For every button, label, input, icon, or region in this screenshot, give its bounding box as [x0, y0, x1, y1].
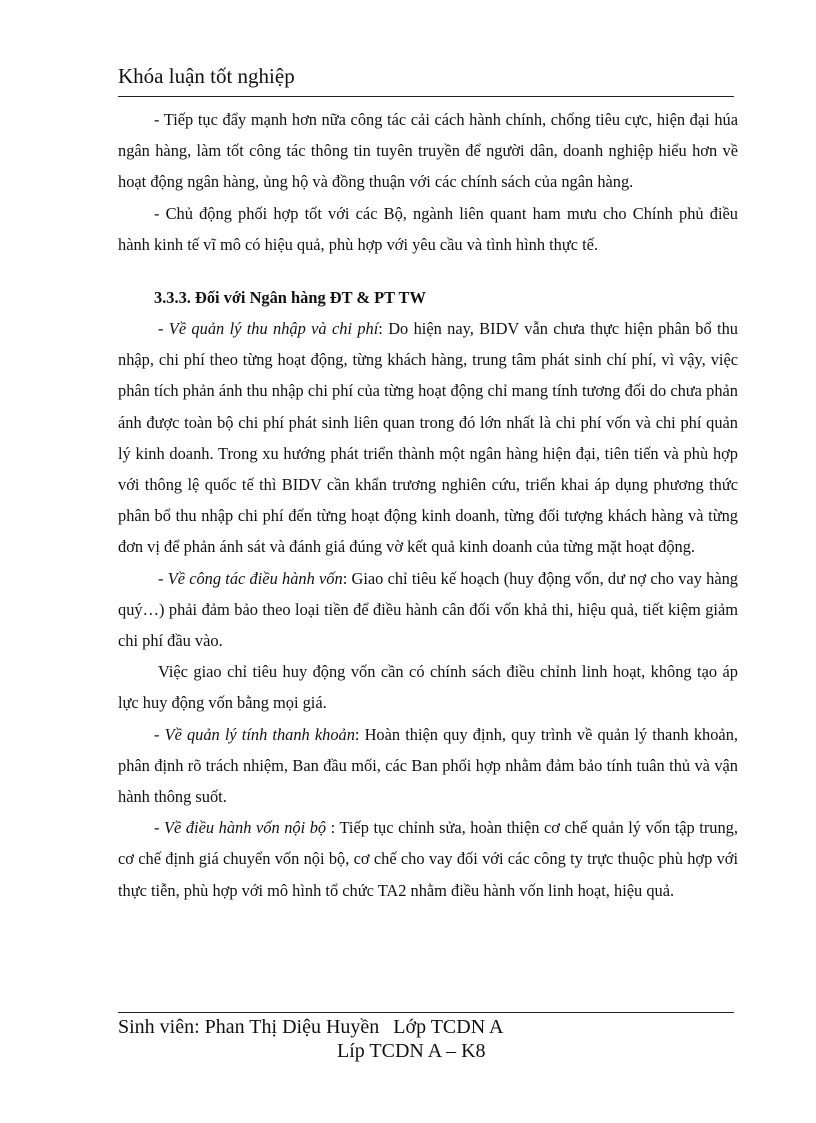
paragraph-liquidity — [118, 719, 738, 813]
paragraph-label: - Về công tác điều hành vốn — [158, 568, 343, 588]
footer-class-alt: Líp TCDN A – K8 — [337, 1040, 486, 1062]
spacer — [118, 260, 738, 282]
header-rule — [118, 96, 734, 97]
paragraph-label: - Về quản lý thu nhập và chi phí — [158, 319, 379, 339]
paragraph-text: : Hoàn thiện quy định, quy trình về quản lý thanh khoản, phân định rõ trách nhiệm, Ban đầu mối, các Ban phối hợp nhằm đảm bảo tính tuân thủ và vận hành thông suốt. — [118, 724, 738, 807]
footer-class: Lớp TCDN A — [393, 1016, 504, 1038]
page-header-title: Khóa luận tốt nghiệp — [118, 64, 295, 88]
paragraph-admin-reform: - Tiếp tục đẩy mạnh hơn nữa công tác cải cách hành chính, chống tiêu cực, hiện đại húa ngân hàng, làm tốt công tác thông tin tuyên truyền để người dân, doanh nghiệp hiểu hơn về hoạt động ngân hàng, ủng hộ và đồng thuận với các chính sách của ngân hàng. — [118, 110, 738, 192]
paragraph-text: : Giao chỉ tiêu kế hoạch (huy động vốn, dư nợ cho vay hàng quý…) phải đảm bảo theo loại tiền để điều hành cân đối vốn khả thi, hiệu quả, tiết kiệm giảm chi phí đầu vào. — [118, 568, 738, 651]
paragraph-text: : Do hiện nay, BIDV vẫn chưa thực hiện phân bổ thu nhập, chi phí theo từng hoạt động, từng khách hàng, trung tâm phát sinh chí phí, vì vậy, việc phân tích phản ánh thu nhập chi phí của từng hoạt động chỉ mang tính tương đối do chưa phản ánh được toàn bộ chi phí phát sinh liên quan trong đó lớn nhất là chi phí vốn và chi phí quản lý kinh doanh. Trong xu hướng phát triển thành một ngân hàng hiện đại, tiên tiến và phù hợp với thông lệ quốc tế thì BIDV cần khẩn trương nghiên cứu, triển khai áp dụng phương thức phân bổ thu nhập chi phí đến từng hoạt động kinh doanh, từng đối tượng khách hàng và từng đơn vị để phản ánh sát và đánh giá đúng vờ kết quả kinh doanh của từng mặt hoạt động. — [118, 319, 738, 557]
paragraph-internal-capital — [118, 812, 738, 906]
footer-student: Sinh viên: Phan Thị Diệu Huyền — [118, 1016, 380, 1038]
paragraph-label: - Về quản lý tính thanh khoản — [154, 724, 355, 744]
paragraph-income-cost — [118, 313, 738, 563]
footer-rule — [118, 1012, 734, 1013]
document-body — [118, 104, 738, 906]
paragraph-mobilization-policy: Việc giao chỉ tiêu huy động vốn cần có chính sách điều chỉnh linh hoạt, không tạo áp lực huy động vốn bằng mọi giá. — [118, 662, 738, 713]
section-heading: 3.3.3. Đối với Ngân hàng ĐT & PT TW — [154, 288, 426, 308]
paragraph-capital-management — [118, 563, 738, 657]
paragraph-text: : Tiếp tục chỉnh sửa, hoàn thiện cơ chế quản lý vốn tập trung, cơ chế định giá chuyển vốn nội bộ, cơ chế cho vay đối với các công ty trực thuộc phù hợp với thực tiễn, phù hợp với mô hình tổ chức TA2 nhằm điều hành vốn linh hoạt, hiệu quả. — [118, 818, 738, 900]
paragraph-label: - Về điều hành vốn nội bộ — [154, 818, 327, 838]
paragraph-coordination: - Chủ động phối hợp tốt với các Bộ, ngành liên quant ham mưu cho Chính phủ điều hành kinh tế vĩ mô có hiệu quả, phù hợp với yêu cầu và tình hình thực tế. — [118, 203, 738, 254]
footer-student-line — [118, 1016, 504, 1039]
